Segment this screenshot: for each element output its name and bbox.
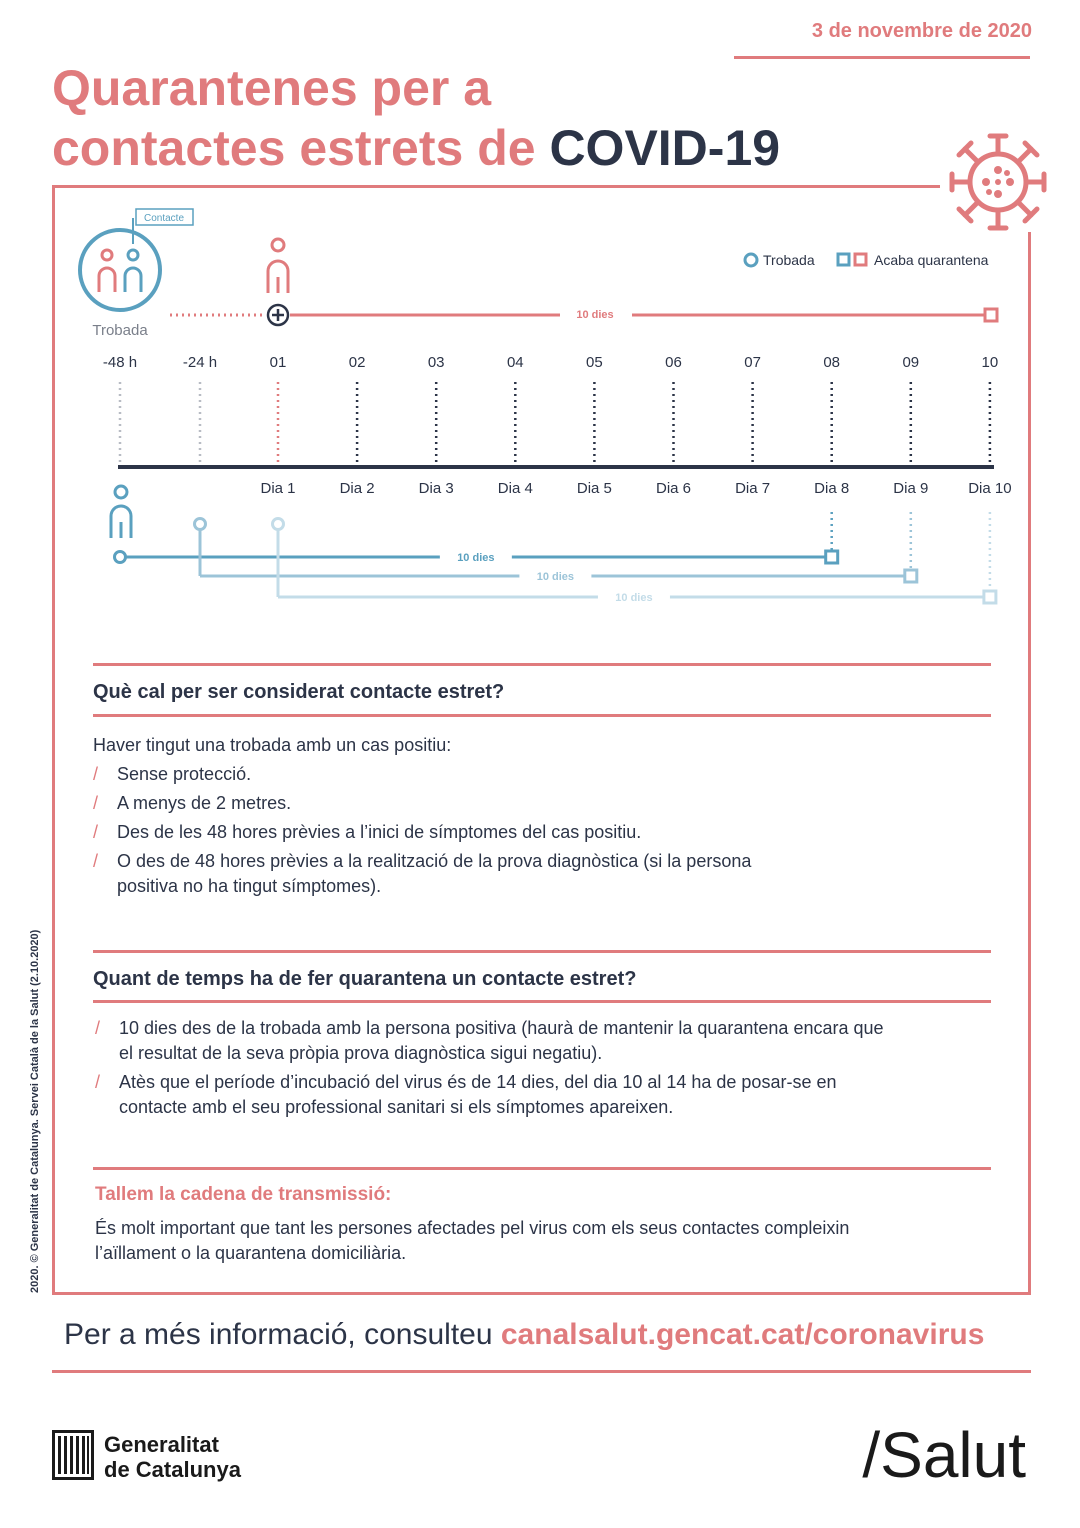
people-pair-icon [80,218,160,310]
more-info-prefix: Per a més informació, consulteu [64,1318,501,1351]
day-number: 04 [506,354,524,371]
plus-icon [268,305,288,325]
day-label: Dia 9 [893,480,929,497]
government-logo-icon [52,1430,94,1480]
day-number: 03 [427,354,445,371]
day-number: 10 [981,354,999,371]
section1-body [93,731,953,899]
person-icon [268,239,288,293]
timeline-meeting-marker [115,552,126,563]
day-number: 06 [665,354,682,371]
legend-end-blue-marker [838,254,849,265]
title-emphasis: COVID-19 [549,120,781,176]
case-end-marker [985,309,997,321]
axis-labels [103,354,1012,497]
day-number: 01 [269,354,287,371]
contact-person-icon [111,486,131,538]
list-item: / Atès que el període d’incubació del virus és de 14 dies, del dia 10 al 14 ha de posar-se en contacte amb el seu professional sanitari si els símptomes apareixen. [95,1072,837,1117]
section2-question: Quant de temps ha de fer quarantena un contacte estret? [93,968,637,990]
section2-body [95,1016,885,1120]
contact-tag: Contacte [143,213,185,224]
copyright-credit: 2020. © Generalitat de Catalunya. Servei Català de la Salut (2.10.2020) [29,929,41,1293]
timeline-meeting-marker [273,519,284,530]
government-name [104,1432,241,1482]
day-number: 07 [744,354,761,371]
list-item: / Des de les 48 hores prèvies a l’inici de símptomes del cas positiu. [93,822,642,842]
section1-top-rule [93,663,991,666]
section3-text: És molt important que tant les persones afectades pel virus com els seus contactes compleixin l’aïllament o la quarantena domiciliària. [95,1218,850,1263]
day-number: 08 [823,354,841,371]
government-line-1: Generalitat [104,1432,219,1457]
day-label: Dia 10 [968,480,1012,497]
day-number: 05 [586,354,603,371]
list-item: / 10 dies des de la trobada amb la persona positiva (haurà de mantenir la quarantena encara que el resultat de la seva pròpia prova diagnòstica sigui negatiu). [95,1018,884,1063]
timeline-duration-label: 10 dies [615,592,653,604]
meeting-label: Trobada [92,322,148,339]
day-number: 02 [348,354,366,371]
section2-top-rule [93,950,991,953]
day-label: Dia 4 [497,480,533,497]
day-number: 09 [902,354,920,371]
timeline-end-marker [984,591,996,603]
footer-rule [52,1370,1031,1373]
day-label: Dia 6 [655,480,692,497]
quarantine-timeline-diagram [0,0,1080,640]
day-label: Dia 5 [576,480,612,497]
day-label: Dia 2 [339,480,375,497]
timeline-meeting-marker [195,519,206,530]
day-label: Dia 8 [814,480,850,497]
hour-label: -24 h [182,354,218,371]
timeline-end-marker [826,551,838,563]
salut-brand: /Salut [862,1419,1026,1491]
publication-date: 3 de novembre de 2020 [811,20,1032,42]
section3-title: Tallem la cadena de transmissió: [95,1184,392,1205]
day-label: Dia 7 [735,480,771,497]
title-line-1: Quarantenes per a [52,60,492,116]
legend-acaba: Acaba quarantena [874,252,989,268]
legend-trobada: Trobada [763,252,815,268]
legend-trobada-marker [745,254,757,266]
timeline-duration-label: 10 dies [457,552,495,564]
contact-timelines [115,512,996,604]
section2-bottom-rule [93,1000,991,1003]
section1-intro: Haver tingut una trobada amb un cas positiu: [93,735,452,755]
section1-question: Què cal per ser considerat contacte estret? [93,681,505,703]
timeline-end-marker [905,570,917,582]
case-duration-label: 10 dies [576,309,614,321]
info-link[interactable]: canalsalut.gencat.cat/coronavirus [500,1318,985,1351]
title-line-2-prefix: contactes estrets de [52,120,550,176]
section1-bottom-rule [93,714,991,717]
government-line-2: de Catalunya [104,1457,241,1482]
day-label: Dia 3 [418,480,454,497]
timeline-duration-label: 10 dies [536,571,575,583]
list-item: / Sense protecció. [93,764,252,784]
list-item: / O des de 48 hores prèvies a la realització de la prova diagnòstica (si la persona positiva no ha tingut símptomes). [93,851,752,896]
more-info [64,1318,984,1352]
list-item: / A menys de 2 metres. [93,793,292,813]
section3-top-rule [93,1167,991,1170]
day-label: Dia 1 [260,480,296,497]
hour-label: -48 h [102,354,138,371]
legend-end-red-marker [855,254,866,265]
frame-bottom [52,1292,1031,1295]
